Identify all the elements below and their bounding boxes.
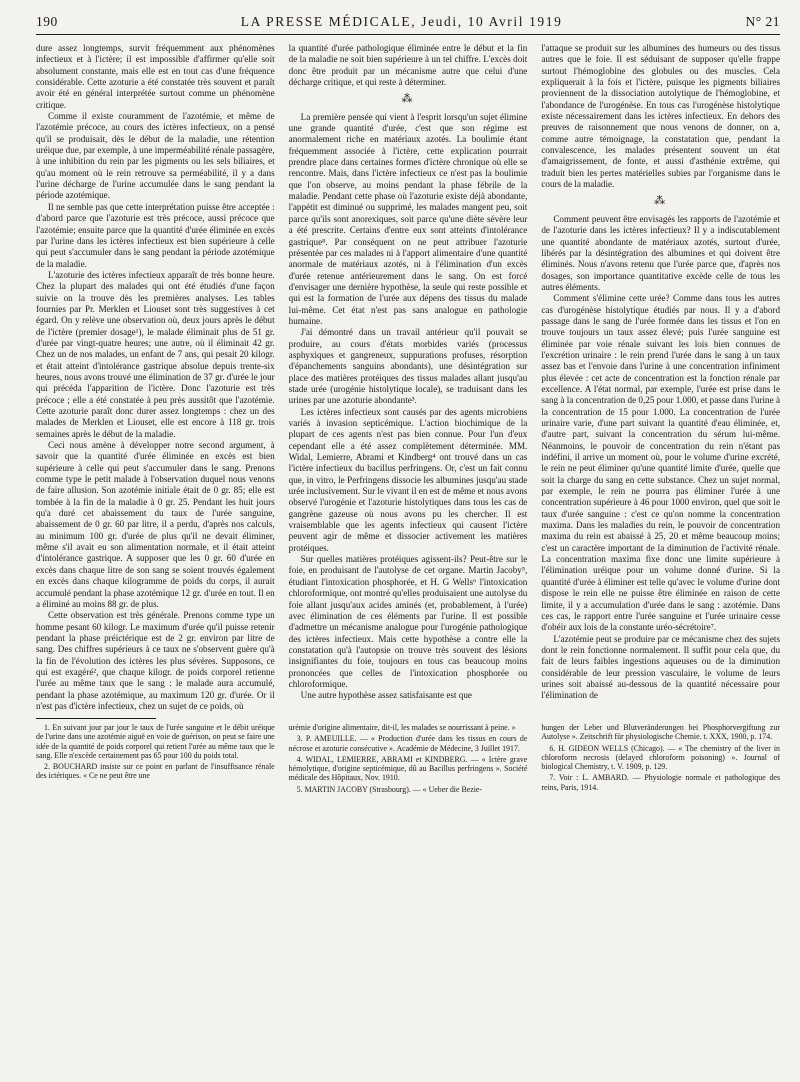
paragraph: J'ai démontré dans un travail antérieur qu'il pouvait se produire, au cours d'états morbides variés (processus asphyxiques et gangreneux, suppurations profuses, résorption d'épanchements sanguins abondants), une désintégration sur place des matières protéiques des tissus malades allant jusqu'au stade urée (urogénie histolytique locale), se traduisant dans les urines par une azoturie abondante³. xyxy=(288,327,528,406)
footnotes-column-1 xyxy=(36,723,275,795)
paragraph: Cette observation est très générale. Prenons comme type un homme pesant 60 kilogr. Le maximum d'urée qu'il puisse retenir pendant la phase préictérique est de 2 gr. environ par litre de sang. Des chiffres supérieurs à ce taux ne s'observent guère qu'à la fin de l'évolution des ictères les plus sévères. Supposons, ce qui est exagéré², que chaque kilogr. de poids corporel retienne l'urée au même taux que le sang : le malade aura accumulé, pendant la phase azotémique, au maximum 120 gr. d'urée. Or il n'est pas d'ictère infectieux, chez un sujet de ce poids, où xyxy=(36,610,275,711)
paragraph: La première pensée qui vient à l'esprit lorsqu'un sujet élimine une grande quantité d'urée, c'est que son régime est anormalement riche en matériaux azotés. La boulimie étant fréquemment associée à l'ictère, cette explication pourrait prendre place dans certaines formes d'ictère chronique où elle se rencontre. Mais, dans l'ictère infectieux ce n'est pas la boulimie que l'on observe, au moins pendant la phase fébrile de la maladie. Pendant cette phase où l'azoturie existe déjà abondante, l'appétit est diminué ou supprimé, les malades mangent peu, soit parce qu'ils sont anorexiques, soit parce qu'une diète sévère leur a été prescrite. Certains d'entre eux sont atteints d'intolérance gastrique⁸. Par conséquent on ne peut attribuer l'azoturie présentée par ces malades ni à l'apport alimentaire d'une quantité anormale de matériaux azotés, ni à l'élimination d'un excès d'urée retenue antérieurement dans le sang. On est forcé d'envisager une dernière hypothèse, la seule qui reste possible et qui est la formation de l'urée aux dépens des tissus du malade lui-même. Cet état n'est pas sans analogue en pathologie humaine. xyxy=(288,111,528,326)
footnote: 4. WIDAL, LEMIERRE, ABRAMI et KINDBERG. — « Ictère grave hémolytique, d'origine septicémique, dû au Bacillus perfringens ». Société médicale des Hôpitaux, Nov. 1910. xyxy=(288,754,528,783)
paragraph: Sur quelles matières protéiques agissent-ils? Peut-être sur le foie, en produisant de l'autolyse de cet organe. Martin Jacoby⁵, étudiant l'intoxication phosphorée, et H. G Wells⁶ l'intoxication chloroformique, ont montré qu'elles produisaient une autolyse du foie allant jusqu'aux acides aminés (et, probablement, à l'urée) avec élimination de ces éléments par l'urine. Il est possible d'admettre un mécanisme analogue pour l'urogénie pathologique des ictères infectieux. Mais cette hypothèse a contre elle la constatation qu'à l'autopsie on trouve très souvent des lésions insignifiantes du foie, toujours en tous cas beaucoup moins prononcées que celles de l'intoxication phosphorée ou chloroformique. xyxy=(288,554,528,689)
running-head xyxy=(36,14,780,35)
section-separator: ⁂ xyxy=(654,195,668,208)
footnote: 2. BOUCHARD insiste sur ce point en parlant de l'insuffisance rénale des ictériques. « Ce ne peut être une xyxy=(36,762,275,781)
footnote: 7. Voir : L. AMBARD. — Physiologie normale et pathologique des reins, Paris, 1914. xyxy=(541,773,781,792)
paragraph: Comment s'élimine cette urée? Comme dans tous les autres cas d'urogénèse histolytique étudiés par nous. Il y a d'abord passage dans le sang de l'urée formée dans les tissus et l'on en trouve toujours un taux assez élevé; puis l'urée sanguine est éliminée par voie rénale suivant les lois bien connues de l'excrétion urinaire : le rein prend l'urée dans le sang à un taux assez bas et l'envoie dans l'urine à une concentration infiniment plus élevée : cet acte de concentration est la fonction rénale par excellence. A l'état normal, par exemple, l'urée est prise dans le sang à la concentration de 0,25 pour 1.000, et passe dans l'urine à la concentration de 15 pour 1.000. La concentration de l'urée urinaire varie, d'une part suivant la quantité d'eau éliminée, et, d'autre part, suivant la concentration du sérum lui-même. Néanmoins, le pouvoir de concentration du rein n'étant pas indéfini, il arrive un moment où, pour le volume d'urine excrété, le rein ne peut éliminer qu'une quantité limite d'urée, quelle que soit la charge du sang en cette substance. Chez un sujet normal, par exemple, le rein ne pourra pas éliminer l'urée à une concentration supérieure à 46 pour 1000 environ, quel que soit le taux d'urée sanguine : c'est ce qu'on nomme la concentration maxima. Dans les maladies du rein, le pouvoir de concentration maxima du rein est abaissé à 25, 20 et même beaucoup moins; c'est un caractère important de la diminution de l'activité rénale. La concentration maxima fixe donc une limite supérieure à l'élimination uréique pour un volume donné d'urine. Si la quantité d'urée à éliminer est telle qu'avec le volume d'urine dont dispose le rein elle ne puisse être éliminée en raison de cette limite, il y a accumulation d'urée dans le sang : azotémie. Dans ces cas, le rapport entre l'urée sanguine et l'urée urinaire cesse d'obéir aux lois de la constante uréo-sécrétoire⁷. xyxy=(541,293,781,633)
footnote: 5. MARTIN JACOBY (Strasbourg). — « Ueber die Bezie- xyxy=(296,784,483,794)
footnotes-column-3 xyxy=(541,723,780,795)
paragraph: dure assez longtemps, survit fréquemment aux phénomènes infectieux et à l'ictère; il est impossible d'affirmer qu'elle soit absolument constante, mais elle est en tout cas d'une fréquence considérable. Cette azoturie a été constatée très souvent et paraît avoir été en général interprétée surtout comme un phénomène critique. xyxy=(36,43,275,110)
footnote-rule xyxy=(36,718,156,719)
footnotes xyxy=(36,723,780,795)
page-number: 190 xyxy=(36,14,58,29)
issue-number: N° 21 xyxy=(745,14,780,29)
footnote: urémie d'origine alimentaire, dit-il, les malades se nourrissant à peine. » xyxy=(288,723,516,733)
text-columns xyxy=(36,43,780,712)
paragraph: la quantité d'urée pathologique éliminée entre le début et la fin de la maladie ne soit bien supérieure à un tel chiffre. L'excès doit donc être produit par un mécanisme autre que celui d'une décharge critique, et qui reste à déterminer. xyxy=(288,43,528,88)
footnote: 1. En suivant jour par jour le taux de l'urée sanguine et le débit uréique de l'urine dans une azotémie aiguë en voie de guérison, on peut se faire une idée de la quantité de poids corporel qui retient l'urée au même taux que le sang. Elle n'excède certainement pas 65 pour 100 du poids total. xyxy=(36,723,275,760)
paragraph: Comme il existe couramment de l'azotémie, et même de l'azotémie précoce, au cours des ictères infectieux, on a pensé qu'il se produisait, dès le début de la maladie, une rétention uréique due, par exemple, à une imperméabilité rénale passagère, à une inhibition du rein par les pigments ou les sels biliaires, et qu'au moment où le rein retrouve sa perméabilité, il y a dans l'urine décharge de l'urine accumulée dans le sang pendant la période azotémique. xyxy=(36,111,275,201)
paragraph: l'attaque se produit sur les albumines des humeurs ou des tissus autres que le foie. Il est séduisant de supposer qu'elle frappe surtout l'hémoglobine des globules ou des muscles. Cela expliquerait à la fois et l'ictère, puisque les pigments biliaires proviennent de la dissociation autolytique de l'hémoglobine, et l'abondance de l'urogénèse. En tous cas l'urogénèse histolytique existe nécessairement dans les ictères infectieux. En dehors des preuves de raisonnement que nous venons de donner, on a, comme autre témoignage, la constatation que, pendant la convalescence, les malades présentent souvent un état d'amaigrissement, de fonte, et aussi d'asthénie extrême, qui traduit bien les pertes matérielles subies par l'organisme dans le cours de la maladie. xyxy=(541,43,781,190)
footnote: 3. P. AMEUILLE. — « Production d'urée dans les tissus en cours de nécrose et azoturie consécutive ». Académie de Médecine, 3 Juillet 1917. xyxy=(288,734,528,753)
paragraph: Une autre hypothèse assez satisfaisante est que xyxy=(300,690,472,701)
paragraph: L'azotémie peut se produire par ce mécanisme chez des sujets dont le rein fonctionne normalement. Il suffit pour cela que, du fait de leurs faibles ingestions aqueuses ou de la diminution considérable de leur pression vasculaire, le volume de leurs urines soit abaissé au-dessous de la quantité nécessaire pour l'élimination de xyxy=(541,633,781,701)
paragraph: Les ictères infectieux sont causés par des agents microbiens variés à invasion septicémique. L'action biochimique de la plupart de ces agents n'est pas bien connue. Pour l'un d'eux cependant elle a été assez complètement déterminée. MM. Widal, Lemierre, Abrami et Kindberg⁴ ont trouvé dans un cas l'ictère infectieux du bacillus perfringens. Or, c'est un fait connu que, in vitro, le Perfringens dissocie les albumines jusqu'au stade urée inclusivement. Sur le vivant il en est de même et nous avons observé l'urogénie et l'azoturie histolytiques dans tous les cas de gangrène gazeuse où nous avons pu les chercher. Il est vraisemblable que les agents infectieux qui causent l'ictère peuvent agir de même et dissocier activement les matières protéiques. xyxy=(288,406,528,553)
column-2 xyxy=(289,43,528,712)
column-1 xyxy=(36,43,275,712)
paragraph: Ceci nous amène à développer notre second argument, à savoir que la quantité d'urée éliminée en excès est bien supérieure à celle qui peut s'accumuler dans le sang. Prenons comme type le petit malade à l'observation duquel nous venons de faire allusion. Son azotémie initiale était de 0 gr. 85; elle est tombée à la fin de la maladie à 0 gr. 25. Pendant les huit jours qu'a duré cet abaissement du taux de l'urée sanguine, abaissement de 0 gr. 60 par litre, il a perdu, d'après nos calculs, au minimum 100 gr. d'urée de plus qu'il ne devait éliminer, même s'il avait eu son alimentation normale, et il était atteint d'intolérance gastrique. A supposer que les 0 gr. 60 d'urée en excès dans chaque litre de son sang se soient trouvés également en excès dans chaque kilogramme de poids du corps, il aurait accumulé pendant la phase azotémique 12 gr. d'urée en tout. Il en a éliminé au moins 88 gr. de plus. xyxy=(36,440,275,609)
footnote: hungen der Leber und Blutveränderungen bei Phosphorvergiftung zur Autolyse ». Zeitschrift für physiologische Chemie. t. XXX, 1900, p. 174. xyxy=(541,723,781,742)
paragraph: L'azoturie des ictères infectieux apparaît de très bonne heure. Chez la plupart des malades qui ont été étudiés d'une façon suivie on la trouve dès les premières analyses. Les tables fournies par Pr. Merklen et Liouset sont très suggestives à cet égard. On y relève une observation où, deux jours après le début de l'ictère (premier dosage¹), le malade éliminait plus de 51 gr. d'urée par vingt-quatre heures; une autre, où il éliminait 42 gr. Chez un de nos malades, un enfant de 7 ans, qui pesait 20 kilogr. et était atteint d'intolérance gastrique absolue depuis trente-six heures, nous avons trouvé une élimination de 37 gr. d'urée le jour qui précéda l'apparition de l'ictère. Donc l'azoturie est très précoce ; elle a été constatée à peu près aussitôt que l'azotémie. Cette azoturie paraît donc durer assez longtemps : chez un des malades de Merklen et Liouset, elle est encore à 118 gr. trois semaines après le début de la maladie. xyxy=(36,269,275,439)
journal-title: LA PRESSE MÉDICALE, Jeudi, 10 Avril 1919 xyxy=(240,14,563,29)
section-separator: ⁂ xyxy=(401,93,415,106)
footnote: 6. H. GIDEON WELLS (Chicago). — « The chemistry of the liver in chloroform necrosis (delayed chloroform poisoning) ». Journal of biological Chemistry, t. V. 1909, p. 129. xyxy=(541,743,781,772)
column-3 xyxy=(541,43,780,712)
paragraph: Comment peuvent être envisagés les rapports de l'azotémie et de l'azoturie dans les ictères infectieux? Il y a indiscutablement une quantité abondante de matériaux azotés, surtout d'urée, libérés par la désintégration des albumines et qui doivent être éliminés. Nous n'avons retenu que l'urée parce que, d'après nos dosages, son importance quantitative excède celle de tous les autres éléments. xyxy=(541,213,781,292)
footnotes-column-2 xyxy=(289,723,528,795)
paragraph: Il ne semble pas que cette interprétation puisse être acceptée : d'abord parce que l'azoturie est très précoce, aussi précoce que l'azotémie; ensuite parce que la quantité d'urée éliminée en excès par l'urine dans les ictères infectieux est bien supérieure à celle qui peut s'accumuler dans le sang pendant la période azotémique de la maladie. xyxy=(36,201,275,269)
